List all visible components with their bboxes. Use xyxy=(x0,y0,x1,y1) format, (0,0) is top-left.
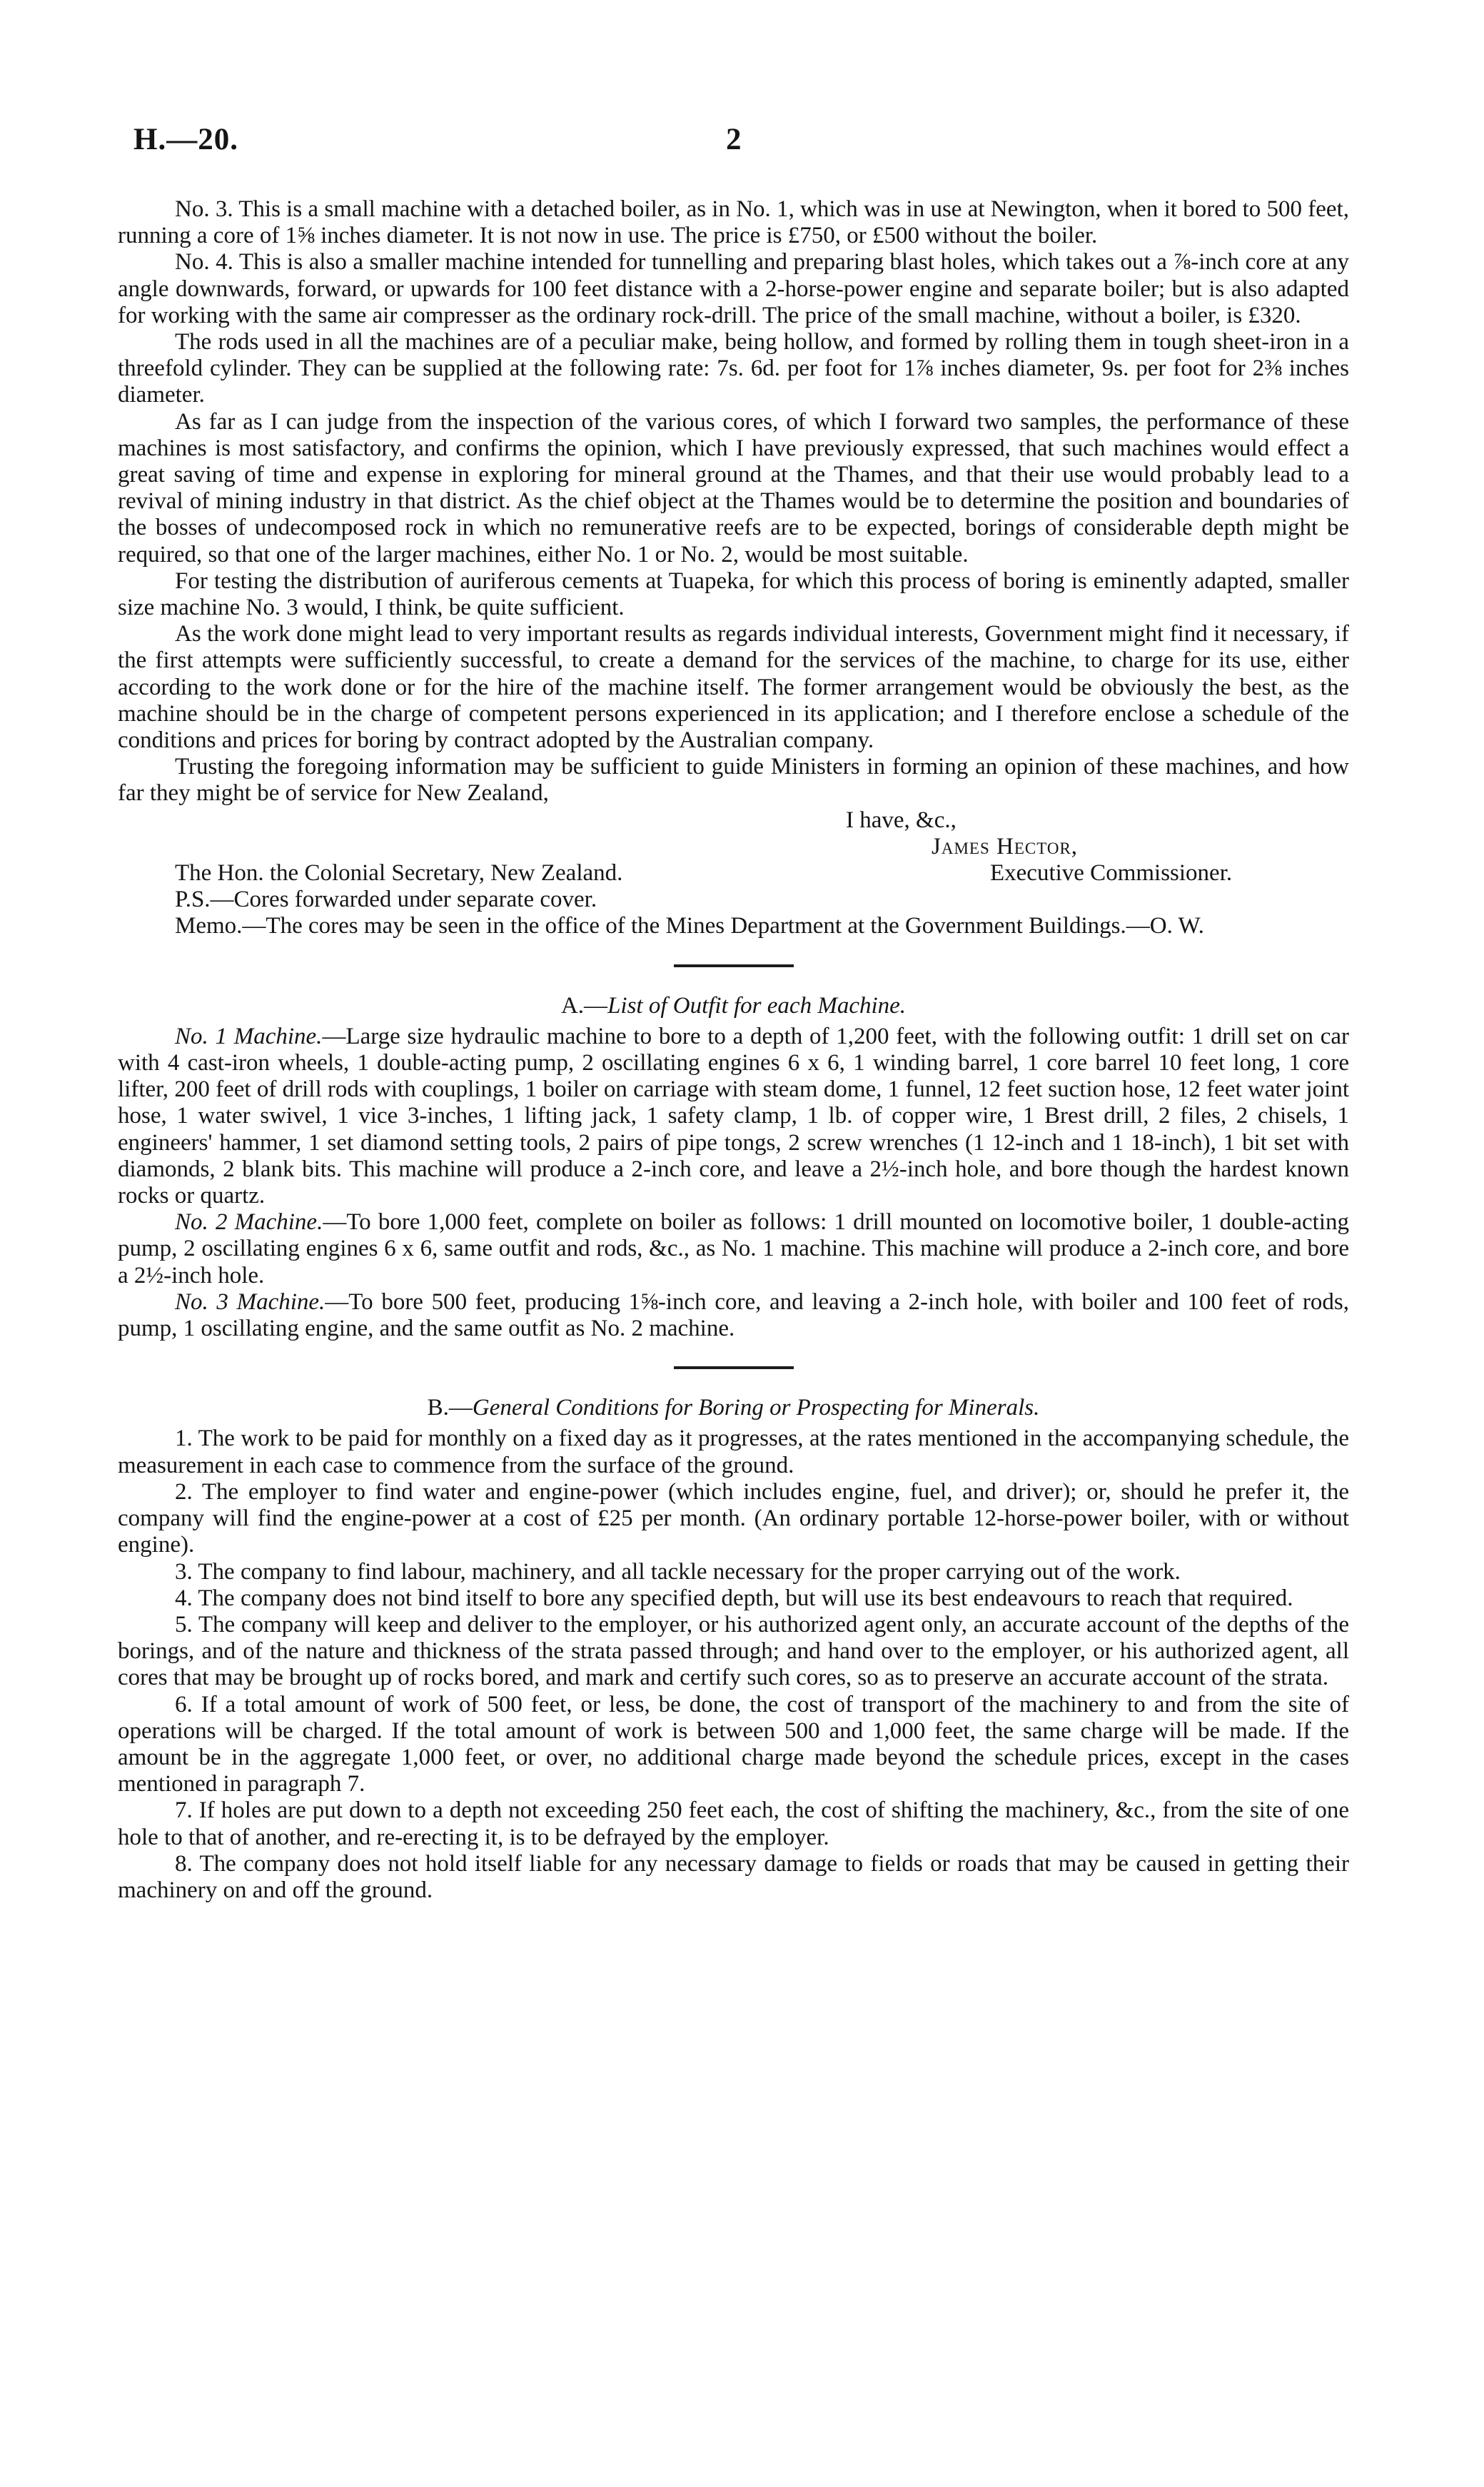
signature-name: James Hector, xyxy=(932,833,1079,859)
condition-item: 4. The company does not bind itself to bore any specified depth, but will use its best endeavours to reach that required. xyxy=(175,1585,1293,1611)
machine-description: —To bore 1,000 feet, complete on boiler as follows: 1 drill mounted on locomotive boiler, 1 double-acting pump, 2 oscillating engines 6 x 6, same outfit and rods, &c., as No. 1 machine. This machine will produce a 2-inch core, and bore a 2½-inch hole. xyxy=(118,1209,1349,1288)
section-b-list xyxy=(118,1426,1349,1904)
condition-item: 2. The employer to find water and engine-power (which includes engine, fuel, and driver); or, should he prefer it, the company will find the engine-power at a cost of £25 per month. (An ordinary portable 12-horse-power boiler, with or without engine). xyxy=(118,1478,1349,1558)
signatory-title: Executive Commissioner. xyxy=(990,860,1233,887)
paragraph-rods: The rods used in all the machines are of a peculiar make, being hollow, and formed by rolling them in tough sheet-iron in a threefold cylinder. They can be supplied at the following rate: 7s. 6d. per foot for 1⅞ inches diameter, 9s. per foot for 2⅜ inches diameter. xyxy=(118,329,1349,408)
paragraph-performance: As far as I can judge from the inspection of the various cores, of which I forward two samples, the performance of these machines is most satisfactory, and confirms the opinion, which I have previously expressed, that such machines would effect a great saving of time and expense in exploring for mineral ground at the Thames, and that their use would probably lead to a revival of mining industry in that district. As the chief object at the Thames would be to determine the position and boundaries of the bosses of undecomposed rock in which no remunerative reefs are to be expected, borings of considerable depth might be required, so that one of the larger machines, either No. 1 or No. 2, would be most suitable. xyxy=(118,408,1349,567)
section-a-title: List of Outfit for each Machine. xyxy=(607,992,907,1019)
section-b-heading xyxy=(118,1395,1349,1421)
document-reference: H.—20. xyxy=(133,123,238,156)
paragraph-machine-4: No. 4. This is also a smaller machine intended for tunnelling and preparing blast holes, which takes out a ⅞-inch core at any angle downwards, forward, or upwards for 100 feet distance with a 2-horse-power engine and separate boiler; but is also adapted for working with the same air compresser as the ordinary rock-drill. The price of the small machine, without a boiler, is £320. xyxy=(118,249,1349,328)
section-a-heading xyxy=(118,993,1349,1019)
machine-description: —To bore 500 feet, producing 1⅝-inch core, and leaving a 2-inch hole, with boiler and 100 feet of rods, pump, 1 oscillating engine, and the same outfit as No. 2 machine. xyxy=(118,1288,1349,1342)
section-b-prefix: B.— xyxy=(427,1395,473,1421)
document-page xyxy=(118,118,1349,1904)
condition-item: 3. The company to find labour, machinery, and all tackle necessary for the proper carrying out of the work. xyxy=(175,1558,1181,1585)
signature-closing: I have, &c., xyxy=(846,807,956,833)
condition-item: 6. If a total amount of work of 500 feet, or less, be done, the cost of transport of the machinery to and from the site of operations will be charged. If the total amount of work is between 500 and 1,000 feet, the same charge will be made. If the amount be in the aggregate 1,000 feet, or over, no additional charge made beyond the schedule prices, except in the cases mentioned in paragraph 7. xyxy=(118,1691,1349,1797)
section-a-prefix: A.— xyxy=(560,992,608,1019)
section-b-title: General Conditions for Boring or Prospecting for Minerals. xyxy=(472,1395,1040,1421)
condition-item: 1. The work to be paid for monthly on a fixed day as it progresses, at the rates mentioned in the accompanying schedule, the measurement in each case to commence from the surface of the ground. xyxy=(118,1426,1349,1478)
condition-item: 5. The company will keep and deliver to the employer, or his authorized agent only, an accurate account of the depths of the borings, and of the nature and thickness of the strata passed through; and hand over to the employer, or his authorized agent, all cores that may be brought up of rocks bored, and mark and certify such cores, so as to preserve an accurate account of the strata. xyxy=(118,1611,1349,1691)
paragraph-trusting: Trusting the foregoing information may be sufficient to guide Ministers in forming an opinion of these machines, and how far they might be of service for New Zealand, xyxy=(118,754,1349,807)
addressee: The Hon. the Colonial Secretary, New Zealand. xyxy=(175,860,623,887)
document-body xyxy=(118,196,1349,1904)
list-item xyxy=(118,1289,1349,1342)
signature-closing-line xyxy=(118,807,1349,834)
postscript: P.S.—Cores forwarded under separate cover. xyxy=(175,887,597,913)
addressee-line xyxy=(118,860,1349,887)
section-a-list xyxy=(118,1024,1349,1342)
memo: Memo.—The cores may be seen in the office of the Mines Department at the Government Buildings.—O. W. xyxy=(175,913,1204,939)
signature-name-line xyxy=(118,834,1349,860)
condition-item: 8. The company does not hold itself liable for any necessary damage to fields or roads that may be caused in getting their machinery on and off the ground. xyxy=(118,1850,1349,1903)
machine-label: No. 1 Machine. xyxy=(175,1023,323,1049)
paragraph-government: As the work done might lead to very important results as regards individual interests, Government might find it necessary, if the first attempts were sufficiently successful, to create a demand for the services of the machine, to charge for its use, either according to the work done or for the hire of the machine itself. The former arrangement would be obviously the best, as the machine should be in the charge of competent persons experienced in its application; and I therefore enclose a schedule of the conditions and prices for boring by contract adopted by the Australian company. xyxy=(118,621,1349,754)
paragraph-tuapeka: For testing the distribution of auriferous cements at Tuapeka, for which this process of boring is eminently adapted, smaller size machine No. 3 would, I think, be quite sufficient. xyxy=(118,567,1349,621)
list-item xyxy=(118,1024,1349,1209)
list-item xyxy=(118,1209,1349,1289)
condition-item: 7. If holes are put down to a depth not exceeding 250 feet each, the cost of shifting the machinery, &c., from the site of one hole to that of another, and re-erecting it, is to be defrayed by the employer. xyxy=(118,1797,1349,1850)
section-divider xyxy=(674,1366,794,1369)
machine-label: No. 2 Machine. xyxy=(175,1209,323,1236)
paragraph-machine-3: No. 3. This is a small machine with a detached boiler, as in No. 1, which was in use at Newington, when it bored to 500 feet, running a core of 1⅝ inches diameter. It is not now in use. The price is £750, or £500 without the boiler. xyxy=(118,196,1349,249)
machine-label: No. 3 Machine. xyxy=(175,1288,325,1315)
section-divider xyxy=(674,964,794,967)
machine-description: —Large size hydraulic machine to bore to a depth of 1,200 feet, with the following outfit: 1 drill set on car with 4 cast-iron wheels, 1 double-acting pump, 2 oscillating engines 6 x 6, 1 winding barrel, 1 core barrel 10 feet long, 1 core lifter, 200 feet of drill rods with couplings, 1 boiler on carriage with steam dome, 1 funnel, 12 feet suction hose, 12 feet water joint hose, 1 water swivel, 1 vice 3-inches, 1 lifting jack, 1 safety clamp, 1 lb. of copper wire, 1 Brest drill, 2 files, 2 chisels, 1 engineers' hammer, 1 set diamond setting tools, 2 pairs of pipe tongs, 2 screw wrenches (1 12-inch and 1 18-inch), 1 bit set with diamonds, 2 blank bits. This machine will produce a 2-inch core, and leave a 2½-inch hole, and bore though the hardest known rocks or quartz. xyxy=(118,1023,1349,1209)
page-header xyxy=(118,118,1349,168)
page-number: 2 xyxy=(726,123,742,156)
